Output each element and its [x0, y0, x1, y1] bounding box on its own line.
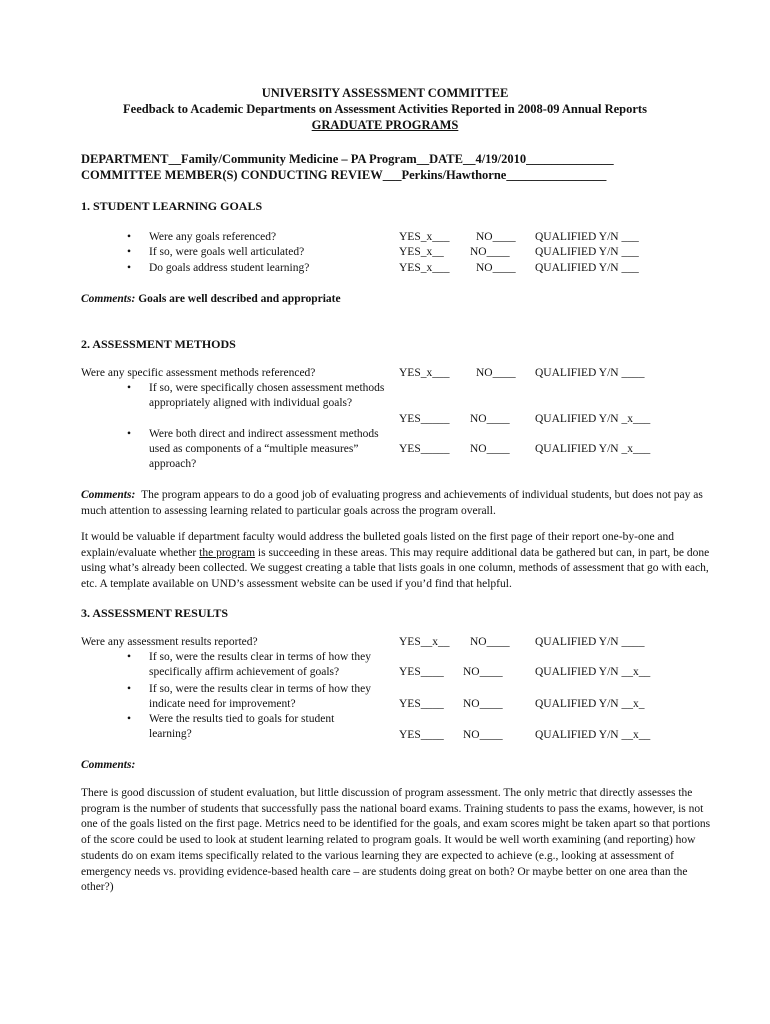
s2-q1-qualified: QUALIFIED Y/N ____ [535, 367, 645, 379]
doc-subtitle: Feedback to Academic Departments on Assessment Activities Reported in 2008-09 Annual Reports [123, 102, 647, 116]
s3-q1-no: NO____ [470, 636, 510, 648]
s2-recommendation-underlined: the program [199, 546, 256, 559]
s2-q2-yes: YES_____ [399, 413, 450, 425]
s1-q2-qualified: QUALIFIED Y/N ___ [535, 246, 639, 258]
s3-question-tied-to-goals: • Were the results tied to goals for student learning? [149, 712, 369, 742]
s2-comments-label: Comments: [81, 489, 136, 501]
s1-question-student-learning: • Do goals address student learning? [149, 261, 309, 276]
s3-q2-qualified: QUALIFIED Y/N __x__ [535, 666, 651, 678]
s1-comments-text: Goals are well described and appropriate [138, 293, 341, 305]
s1-q3-no: NO____ [476, 262, 516, 274]
s3-q4-yes: YES____ [399, 729, 444, 741]
s2-recommendation-part-1: It would be valuable if department faculty would address the bulleted goals listed on the first page of their report one-by-one and explain/evaluate whether [81, 531, 675, 559]
section-3-heading: 3. ASSESSMENT RESULTS [81, 606, 229, 620]
s3-q3-qualified: QUALIFIED Y/N __x_ [535, 698, 645, 710]
section-1-heading: 1. STUDENT LEARNING GOALS [81, 199, 263, 213]
s2-q3-yes: YES_____ [399, 443, 450, 455]
committee-members-line: COMMITTEE MEMBER(S) CONDUCTING REVIEW___Perkins/Hawthorne________________ [81, 168, 607, 182]
s2-q2-no: NO____ [470, 413, 510, 425]
s1-q1-qualified: QUALIFIED Y/N ___ [535, 231, 639, 243]
s3-q1-qualified: QUALIFIED Y/N ____ [535, 636, 645, 648]
s1-q1-yes: YES_x___ [399, 231, 450, 243]
s1-q2-no: NO____ [470, 246, 510, 258]
s2-question-methods-aligned: • If so, were specifically chosen assessment methods appropriately aligned with individual goals? [149, 381, 387, 411]
s1-q2-yes: YES_x__ [399, 246, 444, 258]
program-type: GRADUATE PROGRAMS [311, 118, 459, 132]
s1-q3-qualified: QUALIFIED Y/N ___ [535, 262, 639, 274]
s2-recommendation-part-2: is succeeding in these areas. This may require additional data be gathered but can, in part, be done using what’s already been collected. We suggest creating a table that lists goals in one column, methods of assessment that go with each, etc. A template available on UND’s assessment website can be used if you’d find that helpful. [81, 546, 710, 591]
s2-q3-no: NO____ [470, 443, 510, 455]
s1-q3-yes: YES_x___ [399, 262, 450, 274]
s3-comments-text: There is good discussion of student evaluation, but little discussion of program assessment. The only metric that directly assesses the program is the number of students that successfully pass the national board exams. Training students to pass the exams, however, is not one of the goals listed on the first page. Metrics need to be identified for the goals, and exam scores might be taken apart so that portions of the score could be used to look at student learning related to program goals. It would be well worth examining (and reporting) how students do on exam items specifically related to the various learning they are expected to achieve (e.g., looking at assessment of emergency needs vs. providing evidence-based health care – are students doing great on both? Or maybe better on one area than the other?) [81, 787, 711, 894]
department-line: DEPARTMENT__Family/Community Medicine – PA Program__DATE__4/19/2010______________ [81, 152, 614, 166]
s3-q3-yes: YES____ [399, 698, 444, 710]
s3-q1-yes: YES__x__ [399, 636, 450, 648]
s1-comments-label: Comments: [81, 293, 136, 305]
s3-question-need-improvement: • If so, were the results clear in terms of how they indicate need for improvement? [149, 682, 387, 712]
s2-question-multiple-measures: • Were both direct and indirect assessment methods used as components of a “multiple measures” approach? [149, 427, 387, 472]
s1-comments [81, 292, 341, 307]
s3-comments-label: Comments: [81, 759, 136, 771]
s2-q1-yes: YES_x___ [399, 367, 450, 379]
s3-q3-no: NO____ [463, 698, 503, 710]
s1-question-goals-articulated: • If so, were goals well articulated? [149, 245, 304, 260]
s3-q4-no: NO____ [463, 729, 503, 741]
s3-question-affirm-goals: • If so, were the results clear in terms of how they specifically affirm achievement of goals? [149, 650, 389, 680]
s2-question-methods-referenced: Were any specific assessment methods referenced? [81, 367, 316, 379]
s3-q2-yes: YES____ [399, 666, 444, 678]
s3-question-results-reported: Were any assessment results reported? [81, 636, 258, 648]
s2-comments-text: The program appears to do a good job of evaluating progress and achievements of individual students, but does not pay as much attention to assessing learning related to particular goals across the program overall. [81, 489, 703, 517]
s2-comments [81, 488, 713, 519]
doc-title: UNIVERSITY ASSESSMENT COMMITTEE [261, 86, 509, 100]
section-2-heading: 2. ASSESSMENT METHODS [81, 337, 236, 351]
s3-q2-no: NO____ [463, 666, 503, 678]
s2-q3-qualified: QUALIFIED Y/N _x___ [535, 443, 651, 455]
s2-recommendation-paragraph [81, 530, 713, 593]
s3-q4-qualified: QUALIFIED Y/N __x__ [535, 729, 651, 741]
s1-question-goals-referenced: • Were any goals referenced? [149, 230, 276, 245]
s2-q1-no: NO____ [476, 367, 516, 379]
s2-q2-qualified: QUALIFIED Y/N _x___ [535, 413, 651, 425]
s1-q1-no: NO____ [476, 231, 516, 243]
